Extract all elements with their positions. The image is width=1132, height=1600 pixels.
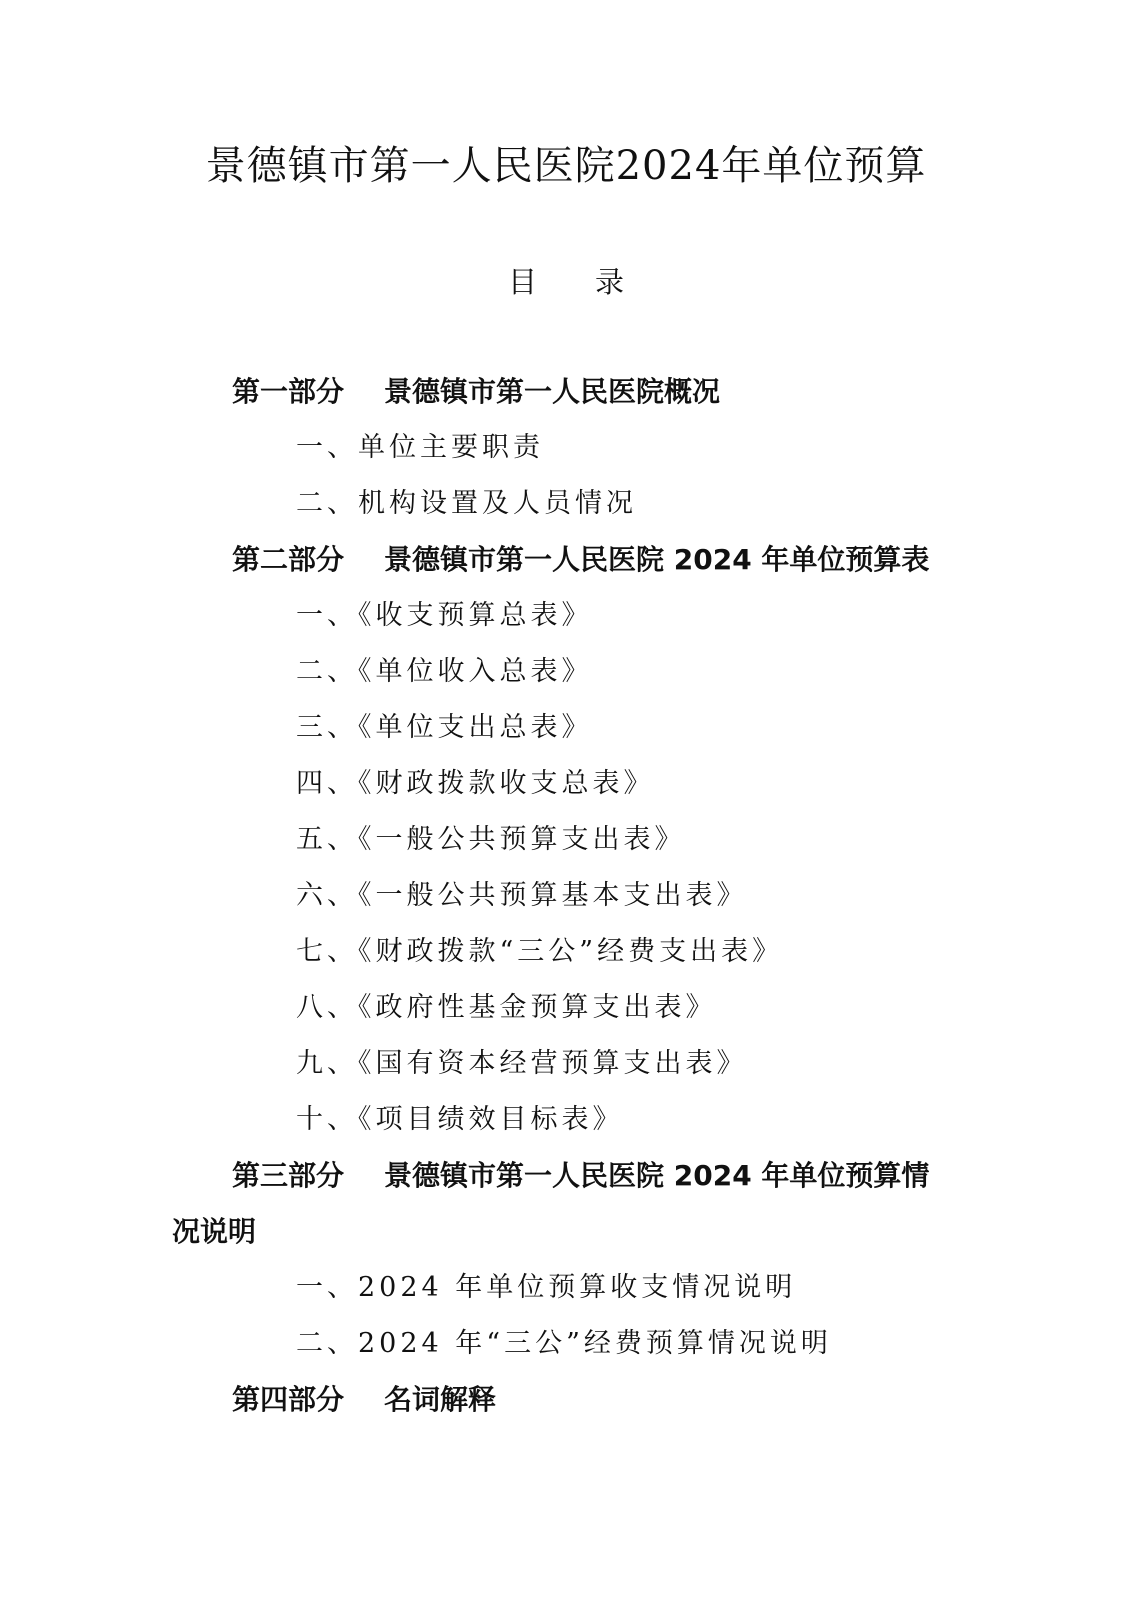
toc-part-4 [232,1380,496,1420]
part-number: 第四部分 [232,1383,345,1416]
toc-item: 十、《项目绩效目标表》 [296,1104,624,1135]
toc-item: 三、《单位支出总表》 [296,712,593,743]
toc-item: 五、《一般公共预算支出表》 [296,824,686,855]
toc-part-2 [232,540,929,580]
part-number: 第一部分 [232,375,345,408]
toc-item: 二、机构设置及人员情况 [296,488,637,519]
document-title: 景德镇市第一人民医院2024年单位预算 [205,143,927,189]
part-title: 名词解释 [384,1383,497,1416]
toc-item: 一、单位主要职责 [296,432,544,463]
part-number: 第三部分 [232,1159,345,1192]
toc-item: 四、《财政拨款收支总表》 [296,768,655,799]
toc-item: 二、《单位收入总表》 [296,656,593,687]
part-title-line-1: 景德镇市第一人民医院 2024 年单位预算情 [384,1159,930,1192]
toc-item: 一、《收支预算总表》 [296,600,593,631]
toc-part-1 [232,372,720,412]
toc-item: 八、《政府性基金预算支出表》 [296,992,717,1023]
toc-item: 一、2024 年单位预算收支情况说明 [296,1272,797,1303]
part-title: 景德镇市第一人民医院 2024 年单位预算表 [384,543,930,576]
part-title: 景德镇市第一人民医院概况 [384,375,721,408]
part-number: 第二部分 [232,543,345,576]
part-title-line-2: 况说明 [172,1215,257,1248]
toc-item: 七、《财政拨款“三公”经费支出表》 [296,936,784,967]
toc-item: 二、2024 年“三公”经费预算情况说明 [296,1328,832,1359]
toc-heading: 目录 [507,265,682,299]
toc-item: 六、《一般公共预算基本支出表》 [296,880,748,911]
toc-part-3 [172,1148,967,1260]
toc-item: 九、《国有资本经营预算支出表》 [296,1048,748,1079]
